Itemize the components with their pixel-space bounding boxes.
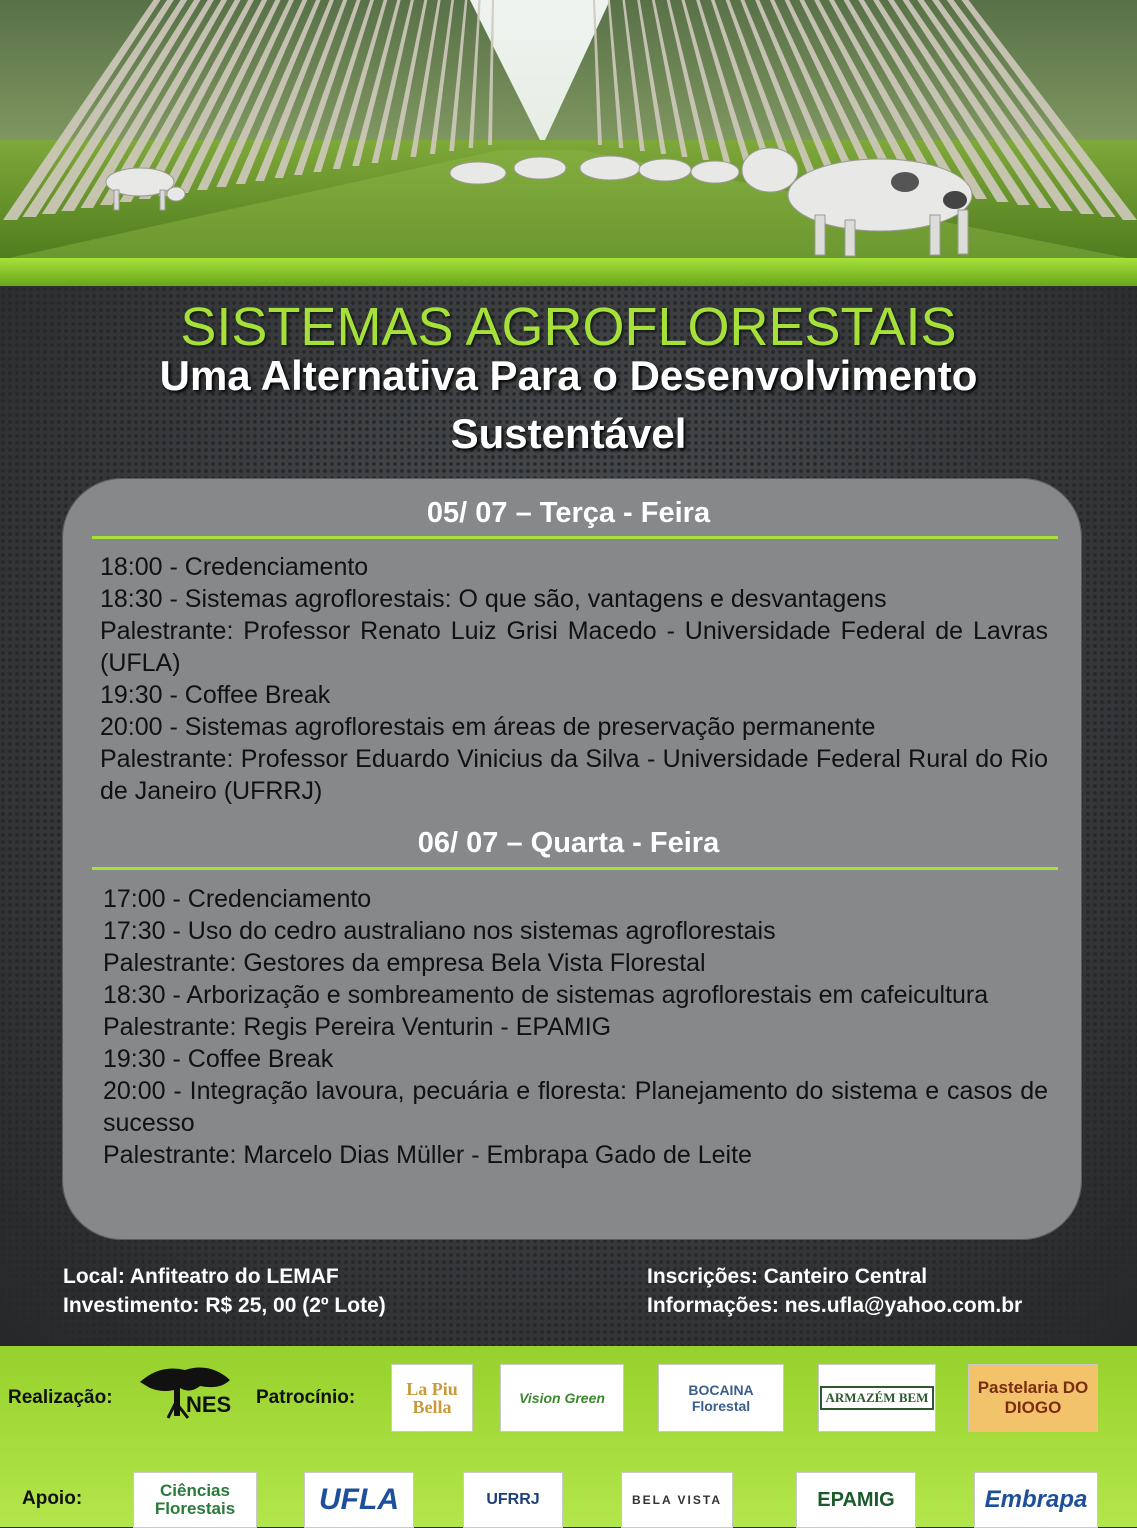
la-piu-bella-logo-text: La Piu Bella: [392, 1380, 472, 1416]
embrapa-logo-text: Embrapa: [985, 1486, 1088, 1514]
schedule-item: Palestrante: Professor Renato Luiz Grisi Macedo - Universidade Federal de Lavras (UFLA): [100, 615, 1048, 679]
schedule-item: 17:30 - Uso do cedro australiano nos sistemas agroflorestais: [103, 915, 1048, 947]
schedule-item: 17:00 - Credenciamento: [103, 883, 1048, 915]
realizacao-label: Realização:: [8, 1387, 113, 1409]
forest-cattle-illustration: [0, 0, 1137, 260]
bocaina-logo: [658, 1364, 784, 1432]
ufla-logo: [304, 1472, 414, 1528]
vision-green-logo-text: Vision Green: [519, 1390, 605, 1406]
ufrrj-logo-text: UFRRJ: [486, 1491, 539, 1509]
bela-vista-logo: [621, 1472, 733, 1528]
local-text: Local: Anfiteatro do LEMAF: [63, 1262, 386, 1291]
pastelaria-do-diogo-logo: [968, 1364, 1098, 1432]
ufrrj-logo: [463, 1472, 563, 1528]
schedule-item: 18:30 - Arborização e sombreamento de sistemas agroflorestais em cafeicultura: [103, 979, 1048, 1011]
investimento-text: Investimento: R$ 25, 00 (2º Lote): [63, 1291, 386, 1320]
schedule-item: Palestrante: Marcelo Dias Müller - Embrapa Gado de Leite: [103, 1139, 1048, 1171]
embrapa-logo: [974, 1472, 1098, 1528]
pastelaria-logo-text: Pastelaria DO DIOGO: [969, 1378, 1097, 1418]
schedule-item: 18:00 - Credenciamento: [100, 551, 1048, 583]
poster-subtitle-line-2: Sustentável: [0, 410, 1137, 458]
armazem-bem-logo-text: ARMAZÉM BEM: [820, 1386, 935, 1410]
epamig-logo: [796, 1472, 916, 1528]
nes-logo: [130, 1360, 240, 1426]
day-1-schedule: [100, 551, 1048, 807]
ciencias-florestais-logo: [133, 1472, 257, 1528]
vision-green-logo: [500, 1364, 624, 1432]
day-2-schedule: [103, 883, 1048, 1171]
day-1-heading: 05/ 07 – Terça - Feira: [0, 497, 1137, 530]
day-1-divider: [92, 536, 1058, 539]
ciencias-florestais-logo-text: Ciências Florestais: [134, 1482, 256, 1518]
schedule-item: 19:30 - Coffee Break: [100, 679, 1048, 711]
schedule-item: Palestrante: Gestores da empresa Bela Vista Florestal: [103, 947, 1048, 979]
la-piu-bella-logo: [391, 1364, 473, 1432]
ufla-logo-text: UFLA: [319, 1483, 399, 1517]
informacoes-email: Informações: nes.ufla@yahoo.com.br: [647, 1291, 1022, 1320]
event-registration-info: [647, 1262, 1022, 1320]
day-2-divider: [92, 867, 1058, 870]
poster-subtitle-line-1: Uma Alternativa Para o Desenvolvimento: [0, 352, 1137, 400]
bela-vista-logo-text: BELA VISTA: [632, 1493, 722, 1507]
schedule-item: 20:00 - Integração lavoura, pecuária e floresta: Planejamento do sistema e casos de sucesso: [103, 1075, 1048, 1139]
hero-green-bar: [0, 258, 1137, 286]
schedule-item: Palestrante: Regis Pereira Venturin - EPAMIG: [103, 1011, 1048, 1043]
epamig-logo-text: EPAMIG: [817, 1489, 894, 1512]
nes-logo-text: NES: [186, 1392, 231, 1418]
armazem-bem-logo: [818, 1364, 936, 1432]
apoio-label: Apoio:: [22, 1488, 82, 1510]
inscricoes-text: Inscrições: Canteiro Central: [647, 1262, 1022, 1291]
event-location-info: [63, 1262, 386, 1320]
schedule-item: 20:00 - Sistemas agroflorestais em áreas de preservação permanente: [100, 711, 1048, 743]
schedule-item: 18:30 - Sistemas agroflorestais: O que são, vantagens e desvantagens: [100, 583, 1048, 615]
schedule-item: 19:30 - Coffee Break: [103, 1043, 1048, 1075]
bocaina-logo-text: BOCAINA Florestal: [659, 1382, 783, 1414]
poster-title: SISTEMAS AGROFLORESTAIS: [0, 296, 1137, 358]
hero-photo: [0, 0, 1137, 260]
schedule-item: Palestrante: Professor Eduardo Vinicius da Silva - Universidade Federal Rural do Rio de Janeiro (UFRRJ): [100, 743, 1048, 807]
day-2-heading: 06/ 07 – Quarta - Feira: [0, 827, 1137, 860]
patrocinio-label: Patrocínio:: [256, 1387, 355, 1409]
